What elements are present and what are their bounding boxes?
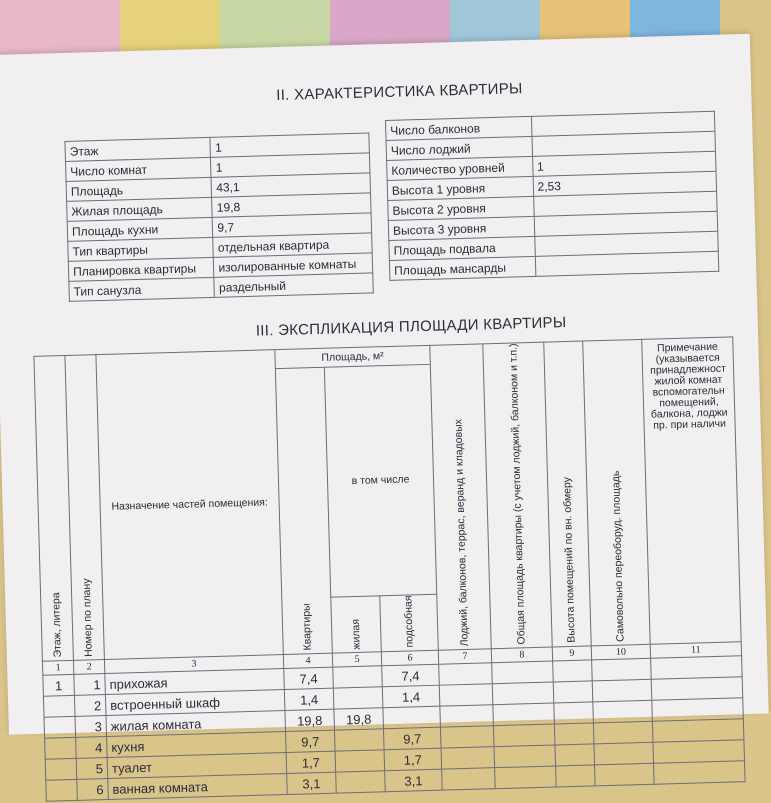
cell-empty bbox=[652, 698, 744, 722]
row-label: Планировка квартиры bbox=[68, 257, 214, 281]
column-index-cell: 3 bbox=[104, 655, 283, 674]
cell-empty bbox=[653, 740, 745, 764]
cell-empty bbox=[652, 719, 744, 743]
column-index-cell: 2 bbox=[73, 660, 104, 675]
cell-apartment-area: 1,7 bbox=[286, 751, 336, 773]
col-incl-header: в том числе bbox=[324, 364, 436, 597]
column-index-cell: 4 bbox=[283, 653, 332, 668]
cell-empty bbox=[651, 677, 743, 701]
cell-empty bbox=[493, 724, 555, 747]
cell-empty bbox=[492, 682, 554, 705]
column-index-cell: 11 bbox=[650, 642, 741, 659]
cell-apartment-area: 9,7 bbox=[286, 730, 336, 752]
cell-living-area bbox=[333, 687, 383, 709]
row-label: Жилая площадь bbox=[67, 197, 213, 221]
cell-empty bbox=[593, 700, 653, 723]
row-value: 2,53 bbox=[533, 171, 717, 196]
row-value: 1 bbox=[532, 151, 716, 176]
cell-floor bbox=[43, 696, 75, 718]
cell-plan-number: 6 bbox=[77, 779, 109, 801]
row-value: 1 bbox=[211, 153, 370, 177]
column-index-cell: 9 bbox=[552, 646, 591, 661]
column-index-cell: 8 bbox=[491, 647, 552, 663]
cell-plan-number: 1 bbox=[74, 674, 106, 696]
apartment-levels-table bbox=[385, 111, 719, 281]
cell-floor: 1 bbox=[43, 675, 75, 697]
cell-room-name: прихожая bbox=[105, 669, 285, 695]
cell-empty bbox=[494, 745, 556, 768]
row-value: 43,1 bbox=[211, 173, 370, 197]
col-floor-header: Этаж, литера bbox=[34, 356, 74, 662]
row-label: Высота 3 уровня bbox=[388, 216, 534, 240]
row-label: Число комнат bbox=[66, 157, 212, 181]
cell-empty bbox=[651, 656, 743, 680]
cell-room-name: ванная комната bbox=[108, 774, 288, 800]
row-value: 19,8 bbox=[212, 193, 371, 217]
cell-empty bbox=[492, 661, 554, 684]
row-value: изолированные комнаты bbox=[214, 253, 373, 277]
cell-aux-area: 1,7 bbox=[384, 748, 442, 771]
cell-empty bbox=[594, 742, 654, 765]
row-label: Площадь bbox=[66, 177, 212, 201]
column-index-cell: 6 bbox=[381, 650, 438, 666]
row-value: раздельный bbox=[214, 273, 373, 297]
column-index-cell: 5 bbox=[332, 652, 381, 667]
section3-title: III. ЭКСПЛИКАЦИЯ ПЛОЩАДИ КВАРТИРЫ bbox=[255, 314, 567, 340]
cell-room-name: жилая комната bbox=[106, 711, 286, 737]
cell-aux-area: 3,1 bbox=[385, 769, 443, 792]
cell-empty bbox=[439, 663, 493, 685]
apartment-characteristics-table bbox=[64, 132, 373, 301]
row-value: 9,7 bbox=[213, 213, 372, 237]
row-label: Площадь мансарды bbox=[389, 256, 535, 280]
cell-plan-number: 4 bbox=[76, 737, 108, 759]
col-self-built-header: Самовольно переоборуд. площадь bbox=[583, 339, 650, 646]
cell-empty bbox=[442, 768, 496, 790]
row-value: отдельная квартира bbox=[213, 233, 372, 257]
cell-empty bbox=[595, 763, 655, 786]
section2-title: II. ХАРАКТЕРИСТИКА КВАРТИРЫ bbox=[276, 80, 523, 105]
col-aux-header: подсобная bbox=[380, 594, 439, 652]
cell-apartment-area: 3,1 bbox=[287, 772, 337, 794]
cell-empty bbox=[440, 705, 494, 727]
cell-plan-number: 2 bbox=[74, 695, 106, 717]
area-explication-table bbox=[33, 336, 745, 802]
cell-living-area bbox=[334, 729, 384, 751]
cell-apartment-area: 1,4 bbox=[284, 688, 334, 710]
cell-empty bbox=[439, 684, 493, 706]
cell-apartment-area: 19,8 bbox=[285, 709, 335, 731]
cell-living-area: 19,8 bbox=[334, 708, 384, 730]
row-label: Этаж bbox=[65, 137, 211, 161]
row-label: Площадь кухни bbox=[67, 217, 213, 241]
cell-plan-number: 3 bbox=[75, 716, 107, 738]
cell-aux-area bbox=[383, 706, 441, 729]
column-index-cell: 7 bbox=[438, 649, 491, 664]
cell-living-area bbox=[335, 750, 385, 772]
row-label: Высота 2 уровня bbox=[388, 196, 534, 220]
cell-empty bbox=[553, 681, 593, 703]
row-label: Число лоджий bbox=[386, 136, 532, 160]
cell-floor bbox=[46, 780, 78, 802]
col-total-incl-header: Общая площадь квартиры (с учетом лоджий, балконом и т.п.) bbox=[483, 342, 552, 649]
cell-floor bbox=[45, 759, 77, 781]
col-area-group-header: Площадь, м² bbox=[275, 345, 430, 368]
col-note-header: Примечание (указывается принадлежност жилой комнат вспомогательн помещений, балкона, лоджи пр. при наличи bbox=[642, 337, 741, 645]
cell-room-name: встроенный шкаф bbox=[105, 690, 285, 716]
cell-empty bbox=[593, 721, 653, 744]
col-loggias-header: Лоджий, балконов, террас, веранд и кладовых bbox=[430, 344, 491, 651]
cell-aux-area: 1,4 bbox=[382, 685, 440, 708]
cell-floor bbox=[44, 717, 76, 739]
cell-empty bbox=[440, 726, 494, 748]
row-label: Площадь подвала bbox=[389, 236, 535, 260]
cell-empty bbox=[553, 660, 593, 682]
cell-aux-area: 7,4 bbox=[382, 664, 440, 687]
cell-plan-number: 5 bbox=[76, 758, 108, 780]
cell-empty bbox=[495, 766, 557, 789]
cell-living-area bbox=[333, 666, 383, 688]
column-index-cell: 10 bbox=[591, 644, 650, 660]
cell-empty bbox=[554, 723, 594, 745]
cell-empty bbox=[556, 765, 596, 787]
document-page bbox=[0, 34, 769, 797]
cell-empty bbox=[555, 744, 595, 766]
col-apartment-header: Квартиры bbox=[275, 367, 332, 654]
row-value: 1 bbox=[210, 133, 369, 157]
cell-empty bbox=[654, 761, 746, 785]
col-plan-number-header: Номер по плану bbox=[65, 355, 105, 661]
col-height-header: Высота помещений по вн. обмеру bbox=[544, 341, 592, 647]
cell-empty bbox=[493, 703, 555, 726]
cell-aux-area: 9,7 bbox=[383, 727, 441, 750]
row-label: Тип квартиры bbox=[68, 237, 214, 261]
cell-empty bbox=[441, 747, 495, 769]
cell-room-name: туалет bbox=[107, 753, 287, 779]
column-index-cell: 1 bbox=[42, 661, 73, 676]
cell-empty bbox=[554, 702, 594, 724]
cell-apartment-area: 7,4 bbox=[284, 667, 334, 689]
cell-empty bbox=[592, 658, 652, 681]
col-living-header: жилая bbox=[331, 596, 382, 653]
row-label: Тип санузла bbox=[69, 277, 215, 301]
row-label: Высота 1 уровня bbox=[387, 176, 533, 200]
row-label: Число балконов bbox=[385, 116, 531, 140]
cell-floor bbox=[45, 738, 77, 760]
row-label: Количество уровней bbox=[387, 156, 533, 180]
row-value bbox=[535, 251, 719, 276]
cell-empty bbox=[592, 679, 652, 702]
col-purpose-header: Назначение частей помещения: bbox=[96, 350, 283, 660]
cell-room-name: кухня bbox=[107, 732, 287, 758]
cell-living-area bbox=[336, 771, 386, 793]
